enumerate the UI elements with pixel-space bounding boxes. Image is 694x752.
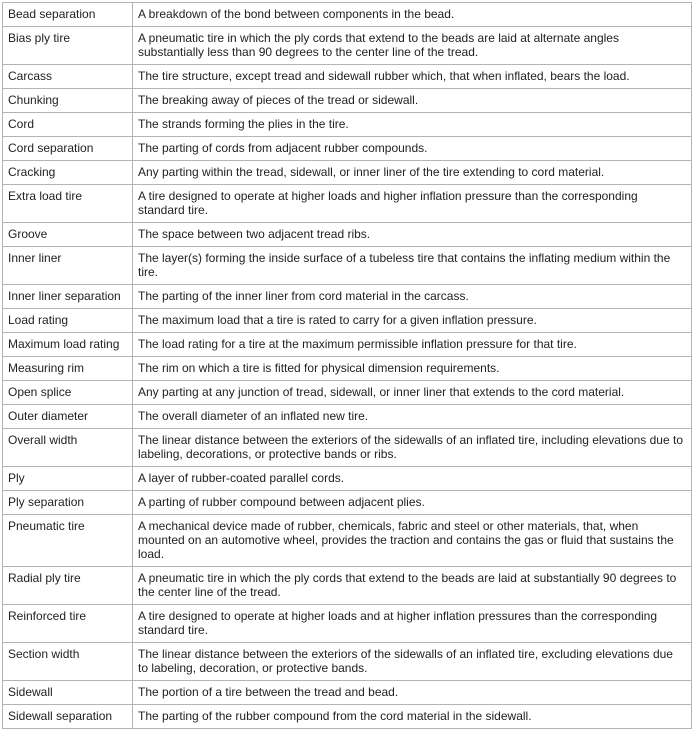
table-row <box>3 309 692 333</box>
table-row <box>3 223 692 247</box>
table-row <box>3 491 692 515</box>
table-row <box>3 429 692 467</box>
table-row <box>3 185 692 223</box>
definition-cell: A mechanical device made of rubber, chemicals, fabric and steel or other materials, that, when mounted on an automotive wheel, provides the traction and contains the gas or fluid that sustains the load. <box>133 515 692 567</box>
definition-cell: The parting of cords from adjacent rubber compounds. <box>133 137 692 161</box>
table-row <box>3 89 692 113</box>
definition-cell: The linear distance between the exteriors of the sidewalls of an inflated tire, including elevations due to labeling, decorations, or protective bands or ribs. <box>133 429 692 467</box>
term-cell: Sidewall <box>3 681 133 705</box>
term-cell: Inner liner <box>3 247 133 285</box>
table-row <box>3 161 692 185</box>
term-cell: Open splice <box>3 381 133 405</box>
table-row <box>3 381 692 405</box>
definition-cell: The rim on which a tire is fitted for physical dimension requirements. <box>133 357 692 381</box>
table-row <box>3 137 692 161</box>
term-cell: Bead separation <box>3 3 133 27</box>
definition-cell: A tire designed to operate at higher loads and at higher inflation pressures than the corresponding standard tire. <box>133 605 692 643</box>
term-cell: Outer diameter <box>3 405 133 429</box>
table-row <box>3 357 692 381</box>
table-row <box>3 3 692 27</box>
definition-cell: The breaking away of pieces of the tread or sidewall. <box>133 89 692 113</box>
term-cell: Cord separation <box>3 137 133 161</box>
definition-cell: The overall diameter of an inflated new tire. <box>133 405 692 429</box>
term-cell: Overall width <box>3 429 133 467</box>
term-cell: Extra load tire <box>3 185 133 223</box>
definition-cell: The maximum load that a tire is rated to carry for a given inflation pressure. <box>133 309 692 333</box>
definition-cell: The load rating for a tire at the maximum permissible inflation pressure for that tire. <box>133 333 692 357</box>
term-cell: Maximum load rating <box>3 333 133 357</box>
table-row <box>3 705 692 729</box>
definition-cell: The parting of the inner liner from cord material in the carcass. <box>133 285 692 309</box>
term-cell: Cracking <box>3 161 133 185</box>
term-cell: Section width <box>3 643 133 681</box>
definition-cell: The tire structure, except tread and sidewall rubber which, that when inflated, bears the load. <box>133 65 692 89</box>
term-cell: Reinforced tire <box>3 605 133 643</box>
term-cell: Sidewall separation <box>3 705 133 729</box>
definition-cell: The portion of a tire between the tread and bead. <box>133 681 692 705</box>
definition-cell: The space between two adjacent tread ribs. <box>133 223 692 247</box>
table-row <box>3 285 692 309</box>
definition-cell: A parting of rubber compound between adjacent plies. <box>133 491 692 515</box>
term-cell: Inner liner separation <box>3 285 133 309</box>
table-row <box>3 605 692 643</box>
definition-cell: A pneumatic tire in which the ply cords that extend to the beads are laid at alternate angles substantially less than 90 degrees to the center line of the tread. <box>133 27 692 65</box>
table-row <box>3 567 692 605</box>
table-row <box>3 27 692 65</box>
definition-cell: Any parting at any junction of tread, sidewall, or inner liner that extends to the cord material. <box>133 381 692 405</box>
definition-cell: Any parting within the tread, sidewall, or inner liner of the tire extending to cord material. <box>133 161 692 185</box>
definition-cell: The linear distance between the exteriors of the sidewalls of an inflated tire, excluding elevations due to labeling, decoration, or protective bands. <box>133 643 692 681</box>
table-row <box>3 515 692 567</box>
definition-cell: A tire designed to operate at higher loads and higher inflation pressure than the corresponding standard tire. <box>133 185 692 223</box>
definition-cell: The strands forming the plies in the tire. <box>133 113 692 137</box>
term-cell: Groove <box>3 223 133 247</box>
table-row <box>3 247 692 285</box>
table-row <box>3 333 692 357</box>
table-row <box>3 681 692 705</box>
term-cell: Cord <box>3 113 133 137</box>
term-cell: Radial ply tire <box>3 567 133 605</box>
definition-cell: A pneumatic tire in which the ply cords that extend to the beads are laid at substantially 90 degrees to the center line of the tread. <box>133 567 692 605</box>
table-row <box>3 467 692 491</box>
definition-cell: The parting of the rubber compound from the cord material in the sidewall. <box>133 705 692 729</box>
term-cell: Measuring rim <box>3 357 133 381</box>
definition-cell: A layer of rubber-coated parallel cords. <box>133 467 692 491</box>
term-cell: Pneumatic tire <box>3 515 133 567</box>
glossary-table <box>2 2 692 729</box>
table-row <box>3 65 692 89</box>
definition-cell: The layer(s) forming the inside surface of a tubeless tire that contains the inflating medium within the tire. <box>133 247 692 285</box>
term-cell: Ply separation <box>3 491 133 515</box>
glossary-body <box>3 3 692 729</box>
table-row <box>3 405 692 429</box>
term-cell: Bias ply tire <box>3 27 133 65</box>
term-cell: Carcass <box>3 65 133 89</box>
term-cell: Ply <box>3 467 133 491</box>
table-row <box>3 113 692 137</box>
term-cell: Load rating <box>3 309 133 333</box>
definition-cell: A breakdown of the bond between components in the bead. <box>133 3 692 27</box>
term-cell: Chunking <box>3 89 133 113</box>
table-row <box>3 643 692 681</box>
